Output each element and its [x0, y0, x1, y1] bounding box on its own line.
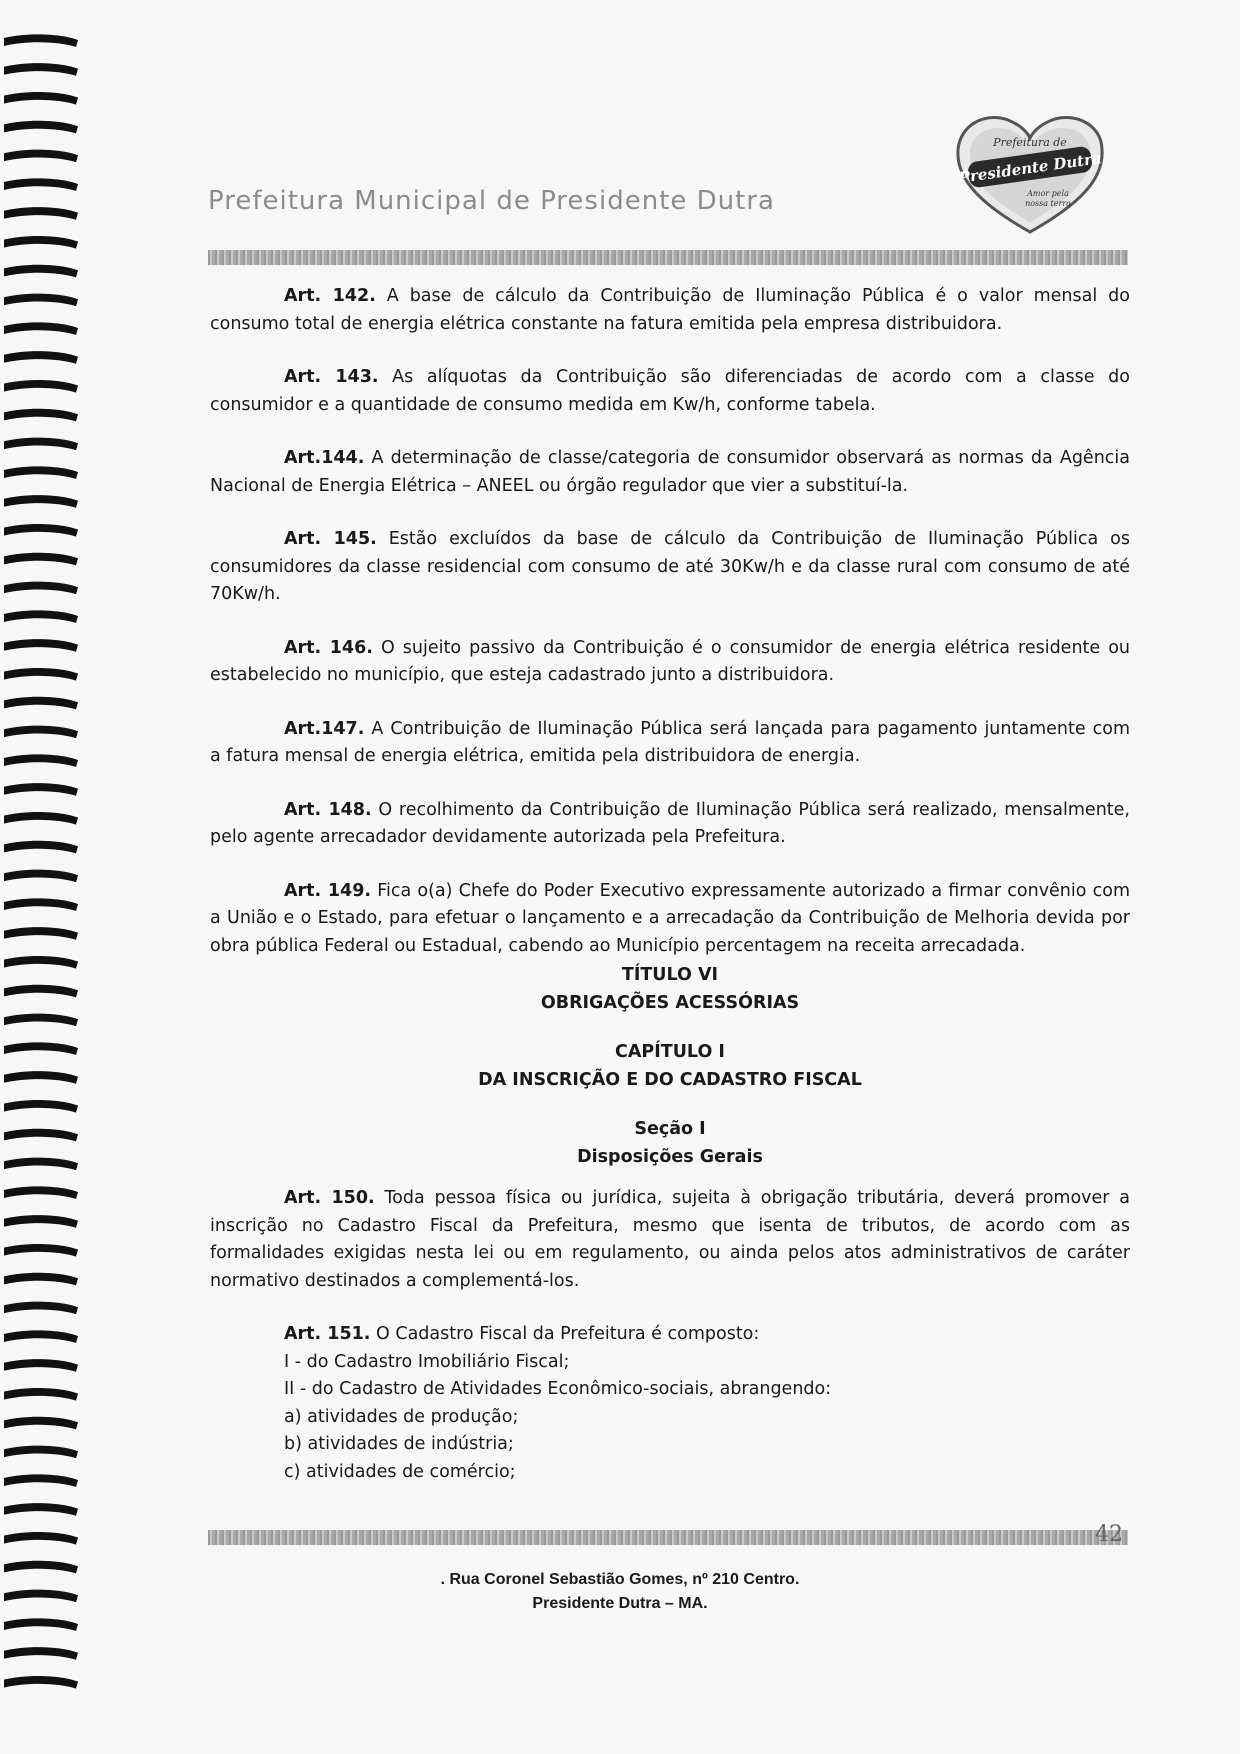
header-title: Prefeitura Municipal de Presidente Dutra — [208, 186, 775, 216]
binding-coil — [4, 697, 78, 710]
binding-coil — [4, 1158, 78, 1171]
binding-coil — [4, 956, 78, 969]
binding-coil — [4, 1676, 78, 1689]
article-text: O Cadastro Fiscal da Prefeitura é composto: — [370, 1324, 760, 1344]
binding-coil — [4, 322, 78, 335]
binding-coil — [4, 1186, 78, 1199]
article-142 — [210, 283, 1130, 338]
cadastro-list — [210, 1349, 1130, 1487]
binding-coil — [4, 1503, 78, 1516]
binding-coil — [4, 754, 78, 767]
secao-heading: Seção I — [634, 1119, 706, 1139]
capitulo-heading: CAPÍTULO I — [615, 1042, 725, 1062]
binding-coil — [4, 1071, 78, 1084]
capitulo-subheading: DA INSCRIÇÃO E DO CADASTRO FISCAL — [478, 1069, 862, 1090]
article-144 — [210, 445, 1130, 500]
binding-coil — [4, 1100, 78, 1113]
footer-city-line: Presidente Dutra – MA. — [532, 1595, 708, 1612]
titulo-heading: TÍTULO VI — [621, 965, 719, 985]
binding-coil — [4, 582, 78, 595]
binding-coil — [4, 783, 78, 796]
list-item: II - do Cadastro de Atividades Econômico-sociais, abrangendo: — [284, 1379, 832, 1399]
article-143 — [210, 364, 1130, 419]
article-147 — [210, 716, 1130, 771]
list-item: c) atividades de comércio; — [284, 1461, 516, 1482]
binding-coil — [4, 380, 78, 393]
header-divider-band — [208, 250, 1128, 265]
binding-coil — [4, 495, 78, 508]
article-number: Art. 148. — [284, 799, 372, 820]
binding-coil — [4, 178, 78, 191]
binding-coil — [4, 207, 78, 220]
article-text: Fica o(a) Chefe do Poder Executivo expressamente autorizado a firmar convênio com a União e o Estado, para efetuar o lançamento e a arrecadação da Contribuição de Melhoria devida por obra pública Federal ou Estadual, cabendo ao Município percentagem na receita arrecadada. — [210, 880, 1131, 956]
svg-text:Presidente Dutra: Presidente Dutra — [957, 149, 1103, 187]
binding-coil — [4, 466, 78, 479]
binding-coil — [4, 726, 78, 739]
article-number: Art.144. — [284, 448, 365, 468]
binding-coil — [4, 1446, 78, 1459]
article-145 — [210, 526, 1130, 609]
binding-coil — [4, 610, 78, 623]
list-item: a) atividades de produção; — [284, 1406, 519, 1427]
binding-coil — [4, 1532, 78, 1545]
article-number: Art. 149. — [284, 880, 372, 901]
binding-coil — [4, 1129, 78, 1142]
binding-coil — [4, 898, 78, 911]
binding-coil — [4, 870, 78, 883]
article-number: Art. 151. — [284, 1324, 371, 1344]
page-number: 42 — [1095, 1522, 1123, 1547]
footer-address — [0, 1568, 1240, 1616]
binding-coil — [4, 1618, 78, 1631]
article-text: As alíquotas da Contribuição são diferenciadas de acordo com a classe do consumidor e a quantidade de consumo medida em Kw/h, conforme tabela. — [210, 367, 1130, 415]
article-150 — [210, 1185, 1130, 1295]
svg-text:nossa terra: nossa terra — [1025, 199, 1071, 208]
binding-coil — [4, 1244, 78, 1257]
article-number: Art.147. — [284, 718, 365, 739]
article-number: Art. 146. — [284, 637, 373, 658]
binding-coil — [4, 639, 78, 652]
binding-coil — [4, 1388, 78, 1401]
binding-coil — [4, 150, 78, 163]
binding-coil — [4, 1647, 78, 1660]
titulo-subheading: OBRIGAÇÕES ACESSÓRIAS — [540, 992, 800, 1013]
binding-coil — [4, 92, 78, 105]
article-146 — [210, 635, 1130, 690]
article-text: A Contribuição de Iluminação Pública será lançada para pagamento juntamente com a fatura mensal de energia elétrica, emitida pela distribuidora de energia. — [210, 718, 1130, 766]
binding-coil — [4, 1330, 78, 1343]
binding-coil — [4, 1042, 78, 1055]
article-text: A determinação de classe/categoria de consumidor observará as normas da Agência Nacional de Energia Elétrica – ANEEL ou órgão regulador que vier a substituí-la. — [210, 448, 1130, 496]
binding-coil — [4, 668, 78, 681]
binding-coil — [4, 409, 78, 422]
article-number: Art. 145. — [284, 529, 377, 549]
binding-coil — [4, 1474, 78, 1487]
list-item: b) atividades de indústria; — [284, 1434, 514, 1454]
document-body — [210, 283, 1130, 1486]
binding-coil — [4, 265, 78, 278]
footer-divider-band — [208, 1530, 1128, 1545]
binding-coil — [4, 524, 78, 537]
article-151 — [210, 1321, 1130, 1349]
binding-coil — [4, 553, 78, 566]
article-text: O sujeito passivo da Contribuição é o consumidor de energia elétrica residente ou estabelecido no município, que esteja cadastrado junto a distribuidora. — [210, 637, 1130, 685]
article-number: Art. 143. — [284, 367, 379, 387]
binding-coil — [4, 351, 78, 364]
binding-coil — [4, 1359, 78, 1372]
binding-coil — [4, 1014, 78, 1027]
article-text: Estão excluídos da base de cálculo da Contribuição de Iluminação Pública os consumidores da classe residencial com consumo de até 30Kw/h e da classe rural com consumo de até 70Kw/h. — [210, 529, 1130, 604]
article-number: Art. 142. — [284, 286, 376, 306]
article-149 — [210, 878, 1130, 961]
secao-subheading: Disposições Gerais — [577, 1146, 763, 1167]
binding-coil — [4, 438, 78, 451]
spiral-binding — [0, 30, 90, 1720]
binding-coil — [4, 841, 78, 854]
article-text: A base de cálculo da Contribuição de Iluminação Pública é o valor mensal do consumo total de energia elétrica constante na fatura emitida pela empresa distribuidora. — [210, 286, 1130, 334]
article-text: O recolhimento da Contribuição de Iluminação Pública será realizado, mensalmente, pelo agente arrecadador devidamente autorizada pela Prefeitura. — [210, 799, 1130, 847]
article-text: Toda pessoa física ou jurídica, sujeita à obrigação tributária, deverá promover a inscrição no Cadastro Fiscal da Prefeitura, mesmo que isenta de tributos, de acordo com as formalidades exigidas nesta lei ou em regulamento, ou ainda pelos atos administrativos de caráter normativo destinados a complementá-los. — [210, 1188, 1131, 1291]
article-number: Art. 150. — [284, 1188, 375, 1208]
article-148 — [210, 797, 1130, 852]
prefeitura-logo — [952, 110, 1108, 236]
binding-coil — [4, 985, 78, 998]
binding-coil — [4, 236, 78, 249]
binding-coil — [4, 927, 78, 940]
svg-text:Prefeitura de: Prefeitura de — [993, 136, 1067, 149]
binding-coil — [4, 1215, 78, 1228]
binding-coil — [4, 121, 78, 134]
binding-coil — [4, 294, 78, 307]
binding-coil — [4, 812, 78, 825]
binding-coil — [4, 1417, 78, 1430]
list-item: I - do Cadastro Imobiliário Fiscal; — [284, 1351, 570, 1372]
footer-address-line: . Rua Coronel Sebastião Gomes, nº 210 Centro. — [440, 1571, 800, 1588]
svg-text:Amor pela: Amor pela — [1027, 189, 1069, 198]
binding-coil — [4, 34, 78, 47]
binding-coil — [4, 1302, 78, 1315]
binding-coil — [4, 1273, 78, 1286]
binding-coil — [4, 63, 78, 76]
